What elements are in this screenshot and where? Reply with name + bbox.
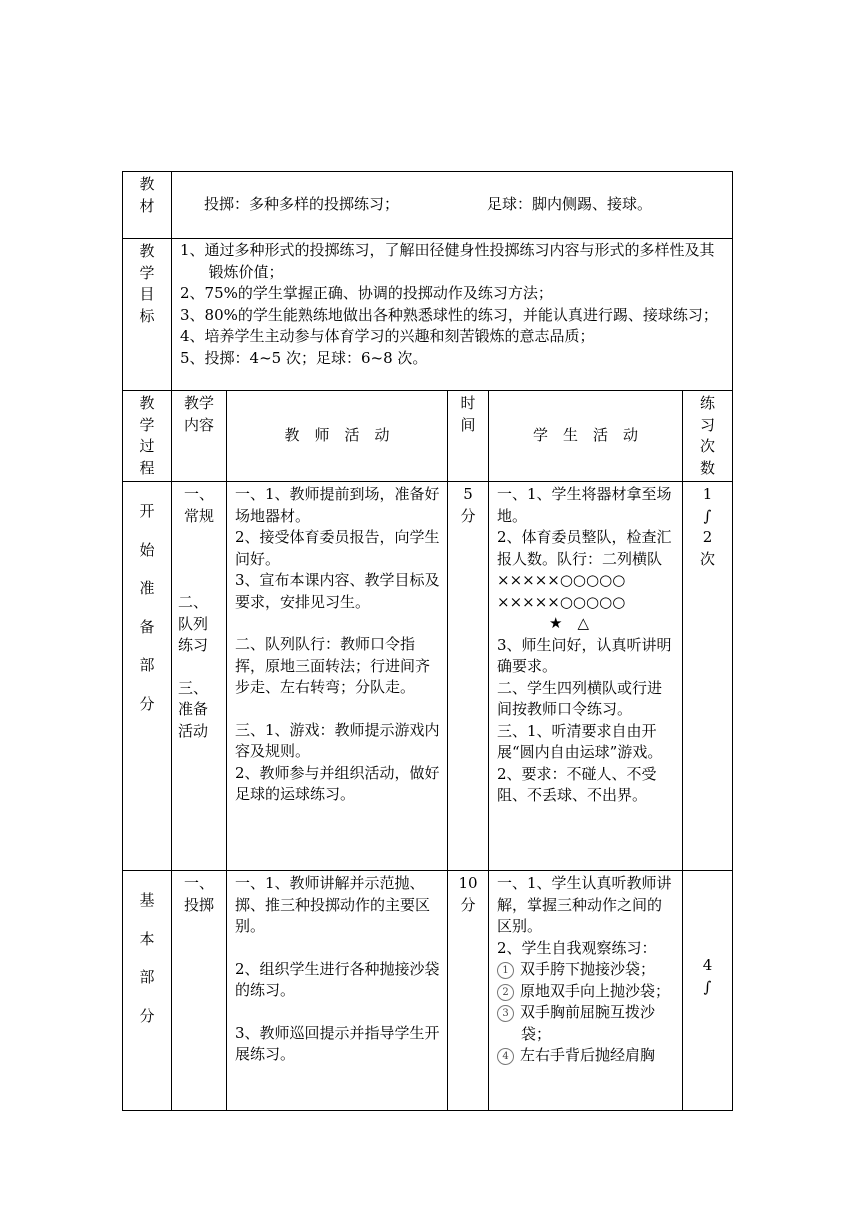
material-label: 教 材 xyxy=(123,172,172,239)
goals-content xyxy=(172,239,733,391)
teacher-step: 一、1、教师讲解并示范抛、掷、推三种投掷动作的主要区别。 xyxy=(235,874,431,935)
start-section-label: 开 始 准 备 部 分 xyxy=(123,482,172,871)
goals-row xyxy=(123,239,733,391)
student-step: 二、学生四列横队或行进间按教师口令练习。 xyxy=(497,678,663,718)
formation-line: ×××××○○○○○ xyxy=(497,571,626,589)
goals-label: 教 学 目 标 xyxy=(123,239,172,391)
header-content: 教学 内容 xyxy=(172,391,227,482)
header-student: 学 生 活 动 xyxy=(489,391,683,482)
start-student-activity xyxy=(489,482,683,871)
material-row xyxy=(123,172,733,239)
header-teacher: 教 师 活 动 xyxy=(227,391,448,482)
start-teacher-activity xyxy=(227,482,448,871)
content-formation: 二、 队列 练习 xyxy=(178,593,209,654)
teacher-step: 2、接受体育委员报告，向学生问好。 xyxy=(235,528,440,568)
basic-section-label: 基 本 部 分 xyxy=(123,871,172,1111)
header-time: 时 间 xyxy=(448,391,489,482)
goal-item: 2、75%的学生掌握正确、协调的投掷动作及练习方法； xyxy=(180,284,553,302)
teacher-step: 3、教师巡回提示并指导学生开展练习。 xyxy=(235,1023,440,1063)
formation-line: ×××××○○○○○ xyxy=(497,592,626,611)
header-row xyxy=(123,391,733,482)
material-content xyxy=(172,172,733,239)
material-throwing: 投掷：多种多样的投掷练习； xyxy=(204,195,400,214)
practice-item: 2 原地双手向上抛沙袋； xyxy=(497,981,676,1003)
student-step: 2、要求：不碰人、不受阻、不丢球、不出界。 xyxy=(497,764,657,804)
teacher-step: 2、组织学生进行各种抛接沙袋的练习。 xyxy=(235,959,440,999)
teacher-step: 一、1、教师提前到场，准备好场地器材。 xyxy=(235,485,440,525)
teacher-position-symbols: ★ △ xyxy=(549,614,589,632)
goal-item: 5、投掷：4~5 次；足球：6~8 次。 xyxy=(180,348,428,367)
goal-item: 3、80%的学生能熟练地做出各种熟悉球性的练习，并能认真进行踢、接球练习； xyxy=(180,305,718,324)
practice-item: 4 左右手背后抛经肩胸 xyxy=(497,1045,676,1067)
lesson-plan-table xyxy=(122,171,733,1111)
start-reps: 1 ∫ 2 次 xyxy=(683,482,733,871)
start-section-row xyxy=(123,482,733,871)
basic-time: 10 分 xyxy=(448,871,489,1111)
student-step: 2、体育委员整队，检查汇报人数。队行：二列横队 xyxy=(497,528,672,568)
teacher-step: 二、队列队行：教师口令指挥，原地三面转法；行进间齐步走、左右转弯；分队走。 xyxy=(235,635,431,696)
teacher-step: 三、1、游戏：教师提示游戏内容及规则。 xyxy=(235,720,440,760)
content-warmup: 三、 准备 活动 xyxy=(178,678,209,740)
circled-number-icon: 2 xyxy=(497,984,514,1001)
practice-item: 1 双手胯下抛接沙袋； xyxy=(497,959,676,981)
basic-teacher-activity xyxy=(227,871,448,1111)
circled-number-icon: 1 xyxy=(497,962,514,979)
start-time: 5 分 xyxy=(448,482,489,871)
teacher-step: 3、宣布本课内容、教学目标及要求，安排见习生。 xyxy=(235,571,440,611)
basic-reps: 4 ∫ xyxy=(683,871,733,1111)
teacher-step: 2、教师参与并组织活动，做好足球的运球练习。 xyxy=(235,763,440,803)
header-reps: 练 习 次 数 xyxy=(683,391,733,482)
goal-item: 1、通过多种形式的投掷练习，了解田径健身性投掷练习内容与形式的多样性及其锻炼价值； xyxy=(180,241,715,281)
basic-contents: 一、 投掷 xyxy=(172,871,227,1111)
student-step: 一、1、学生将器材拿至场地。 xyxy=(497,485,672,525)
student-step: 3、师生问好，认真听讲明确要求。 xyxy=(497,635,672,675)
circled-number-icon: 3 xyxy=(497,1005,514,1022)
goal-item: 4、培养学生主动参与体育学习的兴趣和刻苦锻炼的意志品质； xyxy=(180,327,595,345)
header-process: 教 学 过 程 xyxy=(123,391,172,482)
content-routine: 一、 常规 xyxy=(183,485,214,525)
student-step: 2、学生自我观察练习： xyxy=(497,938,657,957)
start-contents xyxy=(172,482,227,871)
student-step: 三、1、听清要求自由开展“圆内自由运球”游戏。 xyxy=(497,721,663,761)
material-football: 足球：脚内侧踢、接球。 xyxy=(487,195,653,214)
basic-student-activity xyxy=(489,871,683,1111)
circled-number-icon: 4 xyxy=(497,1048,514,1065)
practice-item: 3 双手胸前屈腕互拨沙袋； xyxy=(497,1002,676,1045)
basic-section-row xyxy=(123,871,733,1111)
student-step: 一、1、学生认真听教师讲解，掌握三种动作之间的区别。 xyxy=(497,874,672,935)
